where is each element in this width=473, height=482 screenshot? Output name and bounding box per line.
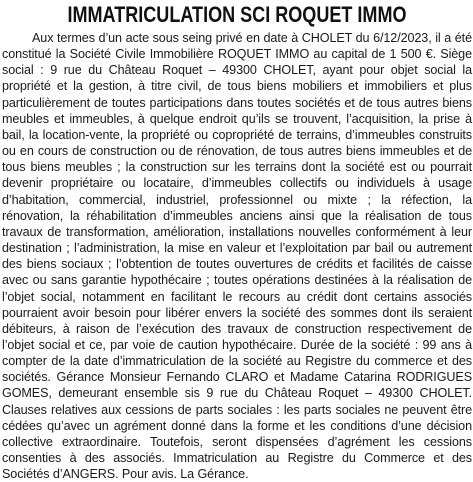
notice-body: Aux termes d’un acte sous seing privé en date à CHOLET du 6/12/2023, il a été constitué la Société Civile Immobilière ROQUET IMMO au capital de 1 500 €. Siège social : 9 rue du Château Roquet – 49300 CHOLET, ayant pour objet social la propriété et la gestion, à titre civil, de tous biens mobiliers et immobiliers et plus particulièrement de toutes participations dans toutes sociétés et de tous autres biens meubles et immeubles, à quelque endroit qu’ils se trouvent, l’acquisition, la prise à bail, la location-vente, la propriété ou copropriété de terrains, d’immeubles construits ou en cours de construction ou de rénovation, de tous autres biens immeubles et de tous biens meubles ; la construction sur les terrains dont la société est ou pourrait devenir propriétaire ou locataire, d’immeubles collectifs ou individuels à usage d’habitation, commercial, industriel, professionnel ou mixte ; la réfection, la rénovation, la réhabilitation d’immeubles anciens ainsi que la réalisation de tous travaux de transformation, amélioration, installations nouvelles conformément à leur destination ; l’administration, la mise en valeur et l’exploitation par bail ou autrement des biens sociaux ; l’obtention de toutes ouvertures de crédits et facilités de caisse avec ou sans garantie hypothécaire ; toutes opérations destinées à la réalisation de l’objet social, notamment en facilitant le recours au crédit dont certains associés pourraient avoir besoin pour libérer envers la société des sommes dont ils seraient débiteurs, à raison de l’exécution des travaux de construction respectivement de l’objet social et ce, par voie de caution hypothécaire. Durée de la société : 99 ans à compter de la date d’immatriculation de la société au Registre du commerce et des sociétés. Gérance Monsieur Fernando CLARO et Madame Catarina RODRIGUES GOMES, demeurant ensemble sis 9 rue du Château Roquet – 49300 CHOLET. Clauses relatives aux cessions de parts sociales : les parts sociales ne peuvent être cédées qu’avec un agrément donné dans la forme et les conditions d’une décision collective extraordinaire. Toutefois, seront dispensées d’agrément les cessions consenties à des associés. Immatriculation au Registre du Commerce et des Sociétés d’ANGERS. Pour avis. La Gérance.: [2, 31, 472, 482]
notice-title: IMMATRICULATION SCI ROQUET IMMO: [67, 2, 407, 27]
